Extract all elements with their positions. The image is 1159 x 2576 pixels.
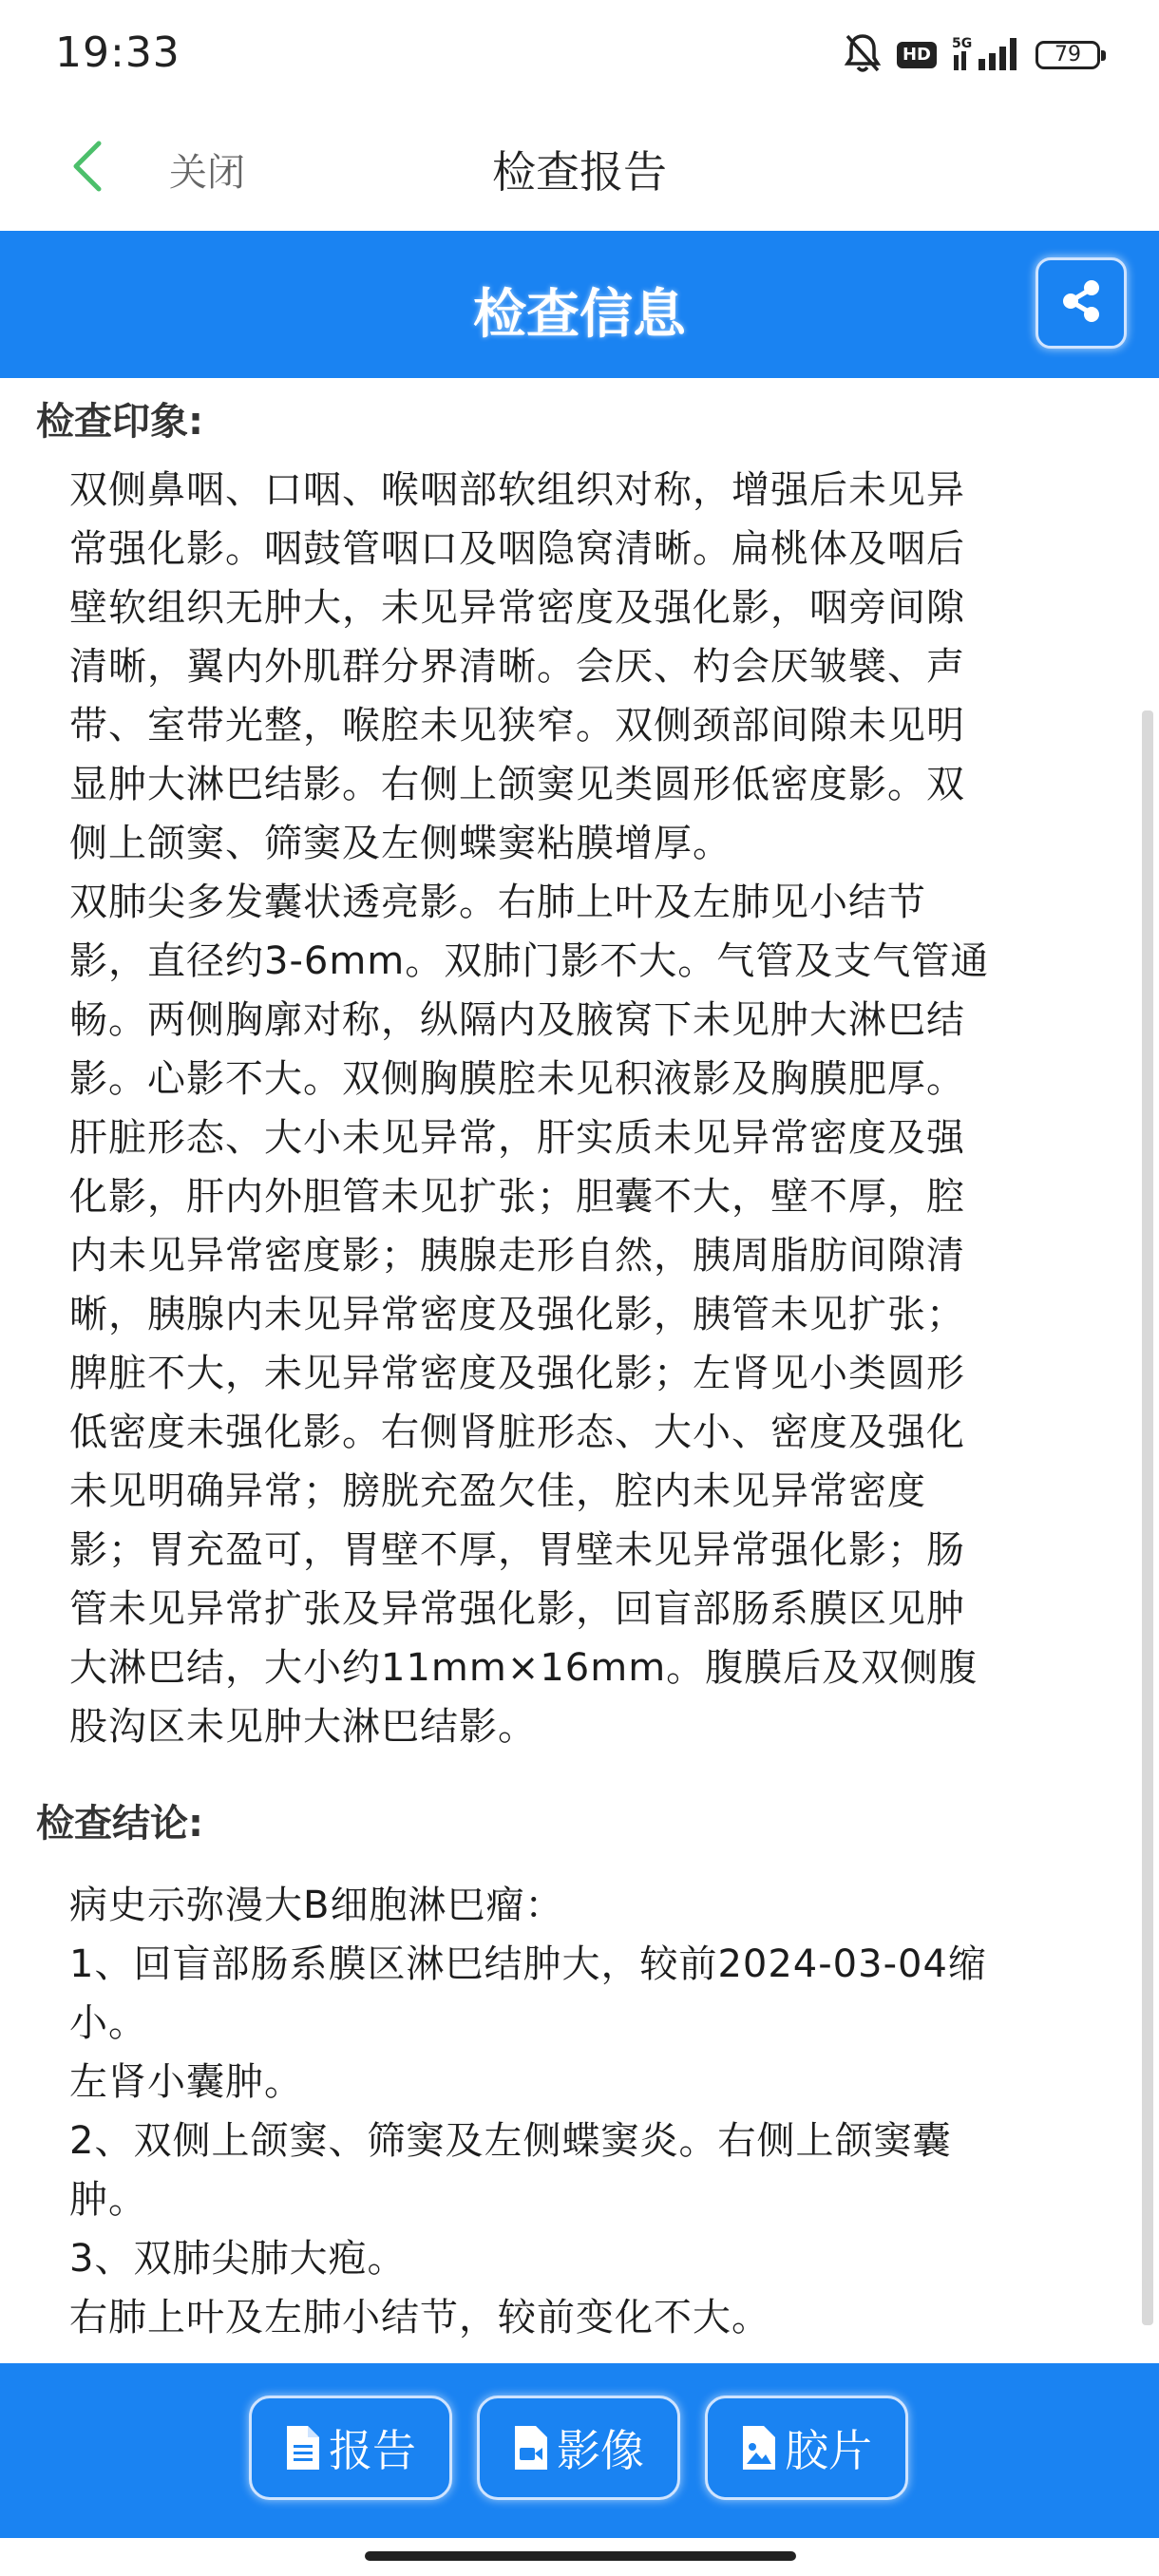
impression-line: 大淋巴结，大小约11mm×16mm。腹膜后及双侧腹 [69, 1646, 978, 1690]
conclusion-heading: 检查结论: [36, 1802, 203, 1846]
impression-line: 内未见异常密度影；胰腺走形自然，胰周脂肪间隙清 [69, 1234, 965, 1278]
image-button[interactable] [477, 2396, 680, 2500]
impression-line: 未见明确异常；膀胱充盈欠佳，腔内未见异常密度 [69, 1469, 926, 1513]
film-button-label: 胶片 [785, 2425, 872, 2476]
impression-line: 清晰，翼内外肌群分界清晰。会厌、杓会厌皱襞、声 [69, 645, 965, 689]
share-button[interactable] [1036, 257, 1127, 349]
video-file-icon [513, 2424, 549, 2472]
document-icon [285, 2424, 321, 2472]
impression-line: 管未见异常扩张及异常强化影，回盲部肠系膜区见肿 [69, 1587, 965, 1631]
status-time: 19:33 [55, 28, 180, 77]
impression-line: 低密度未强化影。右侧肾脏形态、大小、密度及强化 [69, 1411, 965, 1454]
report-button[interactable] [249, 2396, 452, 2500]
conclusion-line: 3、双肺尖肺大疱。 [69, 2237, 407, 2281]
battery-level: 79 [1054, 43, 1081, 66]
impression-line: 壁软组织无肿大，未见异常密度及强化影，咽旁间隙 [69, 586, 965, 630]
close-button[interactable]: 关闭 [169, 151, 245, 195]
impression-line: 侧上颌窦、筛窦及左侧蝶窦粘膜增厚。 [69, 822, 732, 865]
info-title: 检查信息 [473, 284, 686, 346]
battery-icon [1036, 41, 1100, 69]
bottom-toolbar [0, 2363, 1159, 2538]
impression-line: 带、室带光整，喉腔未见狭窄。双侧颈部间隙未见明 [69, 704, 965, 748]
impression-line: 脾脏不大，未见异常密度及强化影；左肾见小类圆形 [69, 1352, 965, 1395]
conclusion-line: 小。 [69, 2001, 147, 2045]
conclusion-line: 肿。 [69, 2178, 147, 2222]
image-button-label: 影像 [557, 2425, 644, 2476]
conclusion-line: 右肺上叶及左肺小结节，较前变化不大。 [69, 2296, 770, 2339]
status-icons [844, 32, 1100, 78]
bell-muted-icon [844, 32, 882, 78]
home-indicator[interactable] [365, 2551, 796, 2561]
impression-line: 显肿大淋巴结影。右侧上颌窦见类圆形低密度影。双 [69, 763, 965, 806]
hd-icon: HD [897, 42, 937, 68]
image-file-icon [741, 2424, 777, 2472]
impression-line: 化影，肝内外胆管未见扩张；胆囊不大，壁不厚，腔 [69, 1175, 965, 1219]
network-type-label: 5G [952, 36, 973, 51]
gesture-area [0, 2538, 1159, 2576]
scrollbar[interactable] [1142, 710, 1153, 2325]
conclusion-line: 1、回盲部肠系膜区淋巴结肿大，较前2024-03-04缩 [69, 1942, 987, 1986]
impression-line: 常强化影。咽鼓管咽口及咽隐窝清晰。扁桃体及咽后 [69, 527, 965, 571]
signal-icon [952, 34, 1020, 76]
impression-line: 影，直径约3-6mm。双肺门影不大。气管及支气管通 [69, 939, 990, 983]
conclusion-line: 病史示弥漫大B细胞淋巴瘤： [69, 1884, 564, 1927]
impression-line: 双肺尖多发囊状透亮影。右肺上叶及左肺见小结节 [69, 881, 926, 924]
impression-line: 晰，胰腺内未见异常密度及强化影，胰管未见扩张； [69, 1293, 965, 1336]
film-button[interactable] [705, 2396, 908, 2500]
impression-line: 畅。两侧胸廓对称，纵隔内及腋窝下未见肿大淋巴结 [69, 998, 965, 1042]
report-button-label: 报告 [329, 2425, 416, 2476]
impression-line: 影；胃充盈可，胃壁不厚，胃壁未见异常强化影；肠 [69, 1528, 965, 1572]
page-title: 检查报告 [492, 146, 667, 198]
impression-line: 肝脏形态、大小未见异常，肝实质未见异常密度及强 [69, 1116, 965, 1160]
impression-line: 股沟区未见肿大淋巴结影。 [69, 1705, 537, 1749]
conclusion-line: 左肾小囊肿。 [69, 2060, 303, 2104]
impression-heading: 检查印象: [36, 400, 203, 444]
conclusion-line: 2、双侧上颌窦、筛窦及左侧蝶窦炎。右侧上颌窦囊 [69, 2119, 952, 2163]
report-content[interactable] [0, 378, 1159, 2363]
impression-line: 双侧鼻咽、口咽、喉咽部软组织对称，增强后未见异 [69, 468, 965, 512]
share-icon [1057, 277, 1105, 329]
status-bar [0, 0, 1159, 109]
nav-bar [0, 109, 1159, 231]
info-header [0, 231, 1159, 378]
impression-line: 影。心影不大。双侧胸膜腔未见积液影及胸膜肥厚。 [69, 1057, 965, 1101]
